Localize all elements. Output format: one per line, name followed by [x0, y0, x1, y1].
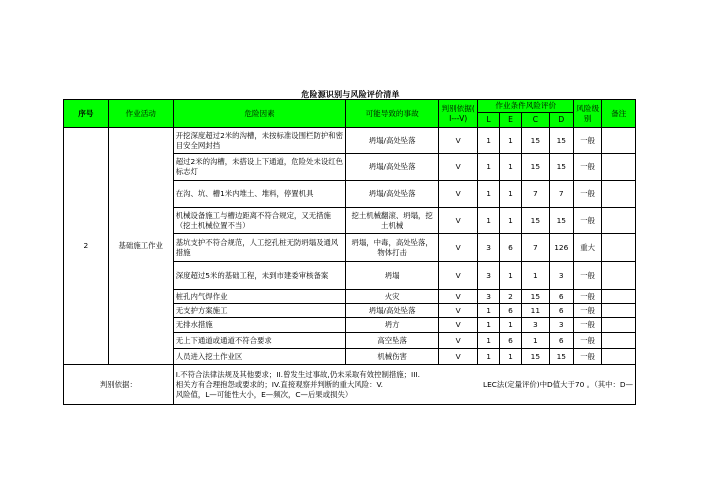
hazard-cell: 基坑支护不符合规范，人工挖孔桩无防坍塌及通风措施	[173, 234, 346, 262]
c-cell: 7	[522, 181, 549, 208]
header-l: L	[478, 113, 499, 128]
d-cell: 6	[549, 304, 573, 318]
basis-cell: V	[438, 208, 478, 234]
l-cell: 1	[478, 333, 499, 349]
c-cell: 15	[522, 208, 549, 234]
basis-cell: V	[438, 333, 478, 349]
d-cell: 7	[549, 181, 573, 208]
group-no: 2	[64, 128, 109, 365]
d-cell: 15	[549, 154, 573, 181]
level-cell: 一般	[573, 181, 601, 208]
l-cell: 1	[478, 181, 499, 208]
hazard-cell: 桩孔内气焊作业	[173, 290, 346, 304]
e-cell: 1	[499, 154, 521, 181]
d-cell: 3	[549, 262, 573, 290]
level-cell: 重大	[573, 234, 601, 262]
l-cell: 3	[478, 262, 499, 290]
level-cell: 一般	[573, 333, 601, 349]
hazard-cell: 机械设备施工与槽边距离不符合规定，又无措施（挖土机械位置不当）	[173, 208, 346, 234]
basis-cell: V	[438, 154, 478, 181]
hazard-cell: 人员进入挖土作业区	[173, 349, 346, 365]
c-cell: 11	[522, 304, 549, 318]
table-row	[64, 128, 636, 154]
footer-line-2-right: LEC法(定量评价)中D值大于70 。（其中：D—	[482, 379, 633, 389]
c-cell: 1	[522, 262, 549, 290]
header-lec: 作业条件风险评价	[478, 100, 573, 113]
level-cell: 一般	[573, 349, 601, 365]
header-basis: 判别依据( I---V)	[438, 100, 478, 128]
header-d: D	[549, 113, 573, 128]
accident-cell: 坍方	[346, 318, 438, 333]
c-cell: 15	[522, 290, 549, 304]
e-cell: 1	[499, 349, 521, 365]
header-activity: 作业活动	[108, 100, 173, 128]
c-cell: 15	[522, 349, 549, 365]
level-cell: 一般	[573, 290, 601, 304]
hazard-cell: 超过2米的沟槽，未搭设上下通道，危险处未设红色标志灯	[173, 154, 346, 181]
accident-cell: 坍塌	[346, 262, 438, 290]
l-cell: 1	[478, 154, 499, 181]
hazard-cell: 深度超过5米的基础工程，未到市建委审核备案	[173, 262, 346, 290]
level-cell: 一般	[573, 318, 601, 333]
c-cell: 7	[522, 234, 549, 262]
c-cell: 15	[522, 128, 549, 154]
accident-cell: 高空坠落	[346, 333, 438, 349]
page-title: 危险源识别与风险评价清单	[301, 90, 400, 99]
basis-cell: V	[438, 128, 478, 154]
basis-cell: V	[438, 181, 478, 208]
accident-cell: 坍塌/高处坠落	[346, 181, 438, 208]
footer-line-3: 风险值，L—可能性大小，E—频次，C—后果或损失）	[175, 389, 353, 399]
remark-cell	[602, 154, 636, 181]
l-cell: 1	[478, 128, 499, 154]
accident-cell: 坍塌/高处坠落	[346, 304, 438, 318]
remark-cell	[602, 262, 636, 290]
remark-cell	[602, 304, 636, 318]
e-cell: 1	[499, 128, 521, 154]
basis-cell: V	[438, 304, 478, 318]
e-cell: 6	[499, 333, 521, 349]
accident-cell: 坍塌/高处坠落	[346, 154, 438, 181]
level-cell: 一般	[573, 208, 601, 234]
basis-cell: V	[438, 318, 478, 333]
header-c: C	[522, 113, 549, 128]
hazard-cell: 开挖深度超过2米的沟槽，未按标准设围栏防护和密目安全网封挡	[173, 128, 346, 154]
header-hazard: 危险因素	[173, 100, 346, 128]
remark-cell	[602, 128, 636, 154]
remark-cell	[602, 181, 636, 208]
d-cell: 6	[549, 333, 573, 349]
accident-cell: 挖土机械翻滚、坍塌，挖土机械	[346, 208, 438, 234]
hazard-cell: 在沟、坑、槽1米内堆土、堆料，停置机具	[173, 181, 346, 208]
hazard-cell: 无支护方案施工	[173, 304, 346, 318]
l-cell: 1	[478, 318, 499, 333]
level-cell: 一般	[573, 128, 601, 154]
footer-remark	[173, 365, 635, 405]
l-cell: 1	[478, 304, 499, 318]
group-activity: 基础施工作业	[108, 128, 173, 365]
remark-cell	[602, 318, 636, 333]
hazard-cell: 无排水措施	[173, 318, 346, 333]
footer-line-2-left: 相关方有合理抱怨或要求的；IV.直接观察并判断的重大风险：V.	[175, 379, 383, 389]
basis-cell: V	[438, 234, 478, 262]
c-cell: 3	[522, 318, 549, 333]
c-cell: 1	[522, 333, 549, 349]
d-cell: 15	[549, 349, 573, 365]
level-cell: 一般	[573, 304, 601, 318]
e-cell: 6	[499, 234, 521, 262]
level-cell: 一般	[573, 154, 601, 181]
accident-cell: 坍塌，中毒，高处坠落，物体打击	[346, 234, 438, 262]
e-cell: 1	[499, 208, 521, 234]
l-cell: 3	[478, 290, 499, 304]
risk-table	[63, 99, 636, 405]
e-cell: 1	[499, 181, 521, 208]
e-cell: 1	[499, 262, 521, 290]
footer-line-1: I.不符合法律法规及其他要求；II.曾发生过事故,仍未采取有效控制措施；III.	[175, 369, 420, 379]
remark-cell	[602, 208, 636, 234]
basis-cell: V	[438, 290, 478, 304]
accident-cell: 坍塌/高处坠落	[346, 128, 438, 154]
level-cell: 一般	[573, 262, 601, 290]
remark-cell	[602, 290, 636, 304]
l-cell: 1	[478, 349, 499, 365]
remark-cell	[602, 349, 636, 365]
header-e: E	[499, 113, 521, 128]
d-cell: 3	[549, 318, 573, 333]
footer-label: 判别依据：	[64, 365, 174, 405]
e-cell: 6	[499, 304, 521, 318]
footer-line-2	[176, 380, 633, 390]
c-cell: 15	[522, 154, 549, 181]
remark-cell	[602, 234, 636, 262]
accident-cell: 火灾	[346, 290, 438, 304]
l-cell: 3	[478, 234, 499, 262]
basis-cell: V	[438, 262, 478, 290]
e-cell: 1	[499, 318, 521, 333]
header-level: 风险级别	[573, 100, 601, 128]
header-accident: 可能导致的事故	[346, 100, 438, 128]
d-cell: 15	[549, 128, 573, 154]
footer-row	[64, 365, 636, 405]
remark-cell	[602, 333, 636, 349]
l-cell: 1	[478, 208, 499, 234]
d-cell: 15	[549, 208, 573, 234]
header-remark: 备注	[602, 100, 636, 128]
d-cell: 6	[549, 290, 573, 304]
basis-cell: V	[438, 349, 478, 365]
d-cell: 126	[549, 234, 573, 262]
accident-cell: 机械伤害	[346, 349, 438, 365]
hazard-cell: 无上下通道或通道不符合要求	[173, 333, 346, 349]
e-cell: 2	[499, 290, 521, 304]
header-no: 序号	[64, 100, 109, 128]
